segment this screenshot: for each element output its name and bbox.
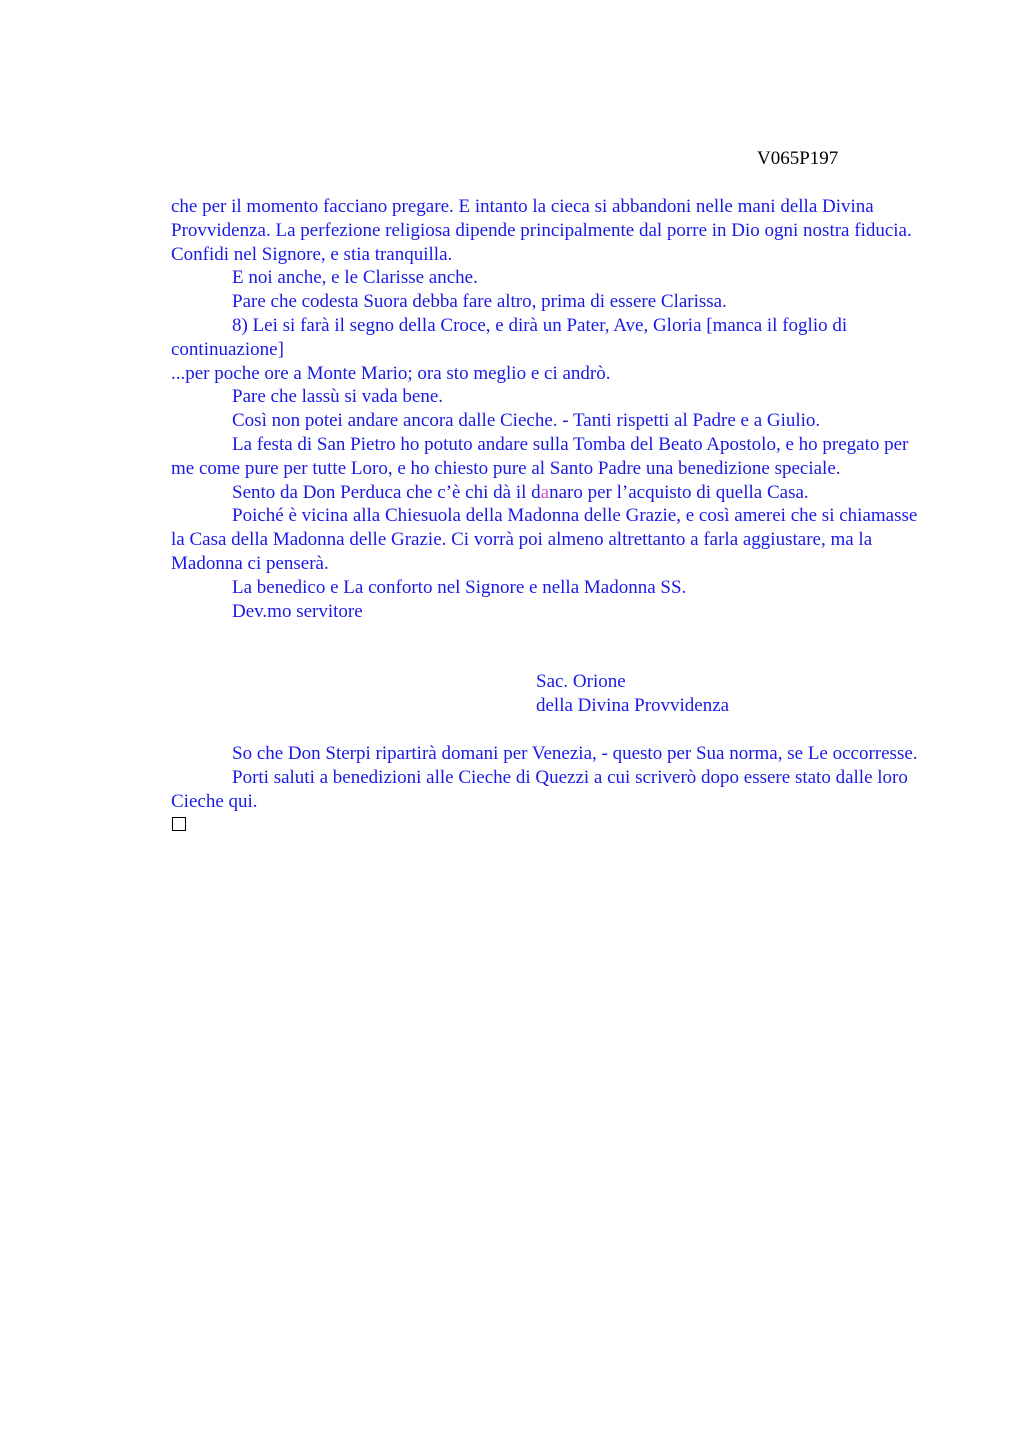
letter-body <box>171 195 925 838</box>
text-segment: naro per l’acquisto di quella Casa. <box>549 481 809 503</box>
square-outline-icon <box>172 817 186 831</box>
signature-title: della Divina Provvidenza <box>536 695 730 717</box>
postscript-paragraph: Porti saluti a benedizioni alle Cieche di Quezzi a cui scriverò dopo essere stato dalle loro Cieche qui. <box>171 766 908 812</box>
paragraph: La benedico e La conforto nel Signore e nella Madonna SS. <box>232 576 687 598</box>
paragraph: La festa di San Pietro ho potuto andare sulla Tomba del Beato Apostolo, e ho pregato per me come pure per tutte Loro, e ho chiesto pure al Santo Padre una benedizione speciale. <box>171 433 909 479</box>
spacer <box>171 623 925 670</box>
paragraph: ...per poche ore a Monte Mario; ora sto meglio e ci andrò. <box>171 362 611 384</box>
paragraph: Pare che lassù si vada bene. <box>232 386 444 408</box>
paragraph <box>171 481 925 505</box>
closing-line: Dev.mo servitore <box>232 600 363 622</box>
postscript-paragraph: So che Don Sterpi ripartirà domani per Venezia, - questo per Sua norma, se Le occorresse. <box>232 742 918 764</box>
page-reference: V065P197 <box>757 148 839 169</box>
paragraph: Così non potei andare ancora dalle Cieche. - Tanti rispetti al Padre e a Giulio. <box>232 410 821 432</box>
signature-name: Sac. Orione <box>536 671 626 693</box>
paragraph: Poiché è vicina alla Chiesuola della Madonna delle Grazie, e così amerei che si chiamasse la Casa della Madonna delle Grazie. Ci vorrà poi almeno altrettanto a farla aggiustare, ma la Madonna ci penserà. <box>171 505 918 574</box>
paragraph: E noi anche, e le Clarisse anche. <box>232 267 478 289</box>
paragraph: Pare che codesta Suora debba fare altro, prima di essere Clarissa. <box>232 291 727 313</box>
spacer <box>171 718 925 742</box>
paragraph: che per il momento facciano pregare. E intanto la cieca si abbandoni nelle mani della Divina Provvidenza. La perfezione religiosa dipende principalmente dal porre in Dio ogni nostra fiducia. Confidi nel Signore, e stia tranquilla. <box>171 196 912 265</box>
highlighted-letter: a <box>540 481 550 503</box>
paragraph: 8) Lei si farà il segno della Croce, e dirà un Pater, Ave, Gloria [manca il foglio di continuazione] <box>171 314 848 360</box>
end-marker <box>171 813 925 838</box>
text-segment: Sento da Don Perduca che c’è chi dà il d <box>232 481 541 503</box>
